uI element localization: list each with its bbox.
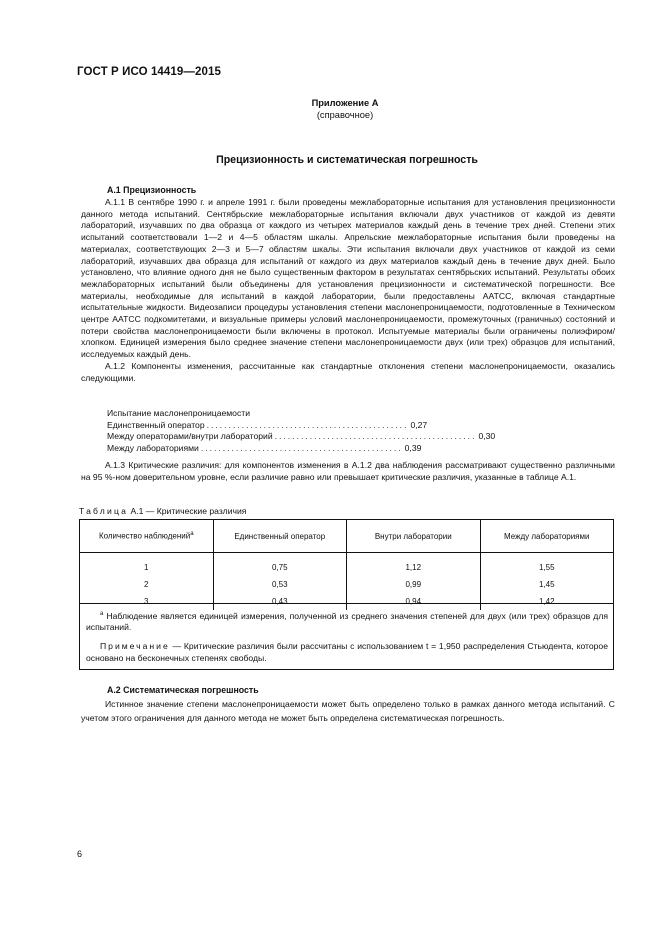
table-cell: 1,42	[480, 593, 614, 610]
table-notes	[79, 603, 614, 670]
list-item-value: 0,39	[404, 442, 422, 453]
table-caption-text: А.1 — Критические различия	[130, 506, 247, 516]
list-title: Испытание маслонепроницаемости	[107, 408, 250, 418]
paragraph-a1-1: А.1.1 В сентябре 1990 г. и апреле 1991 г. были проведены межлабораторные испытания для установления прецизионности данного метода испытаний. Сентябрьские межлабораторные испытания включали двух участников от каждой из девяти лабораторий, изучавших по два образца от каждого из четырех материалов каждый день в течение трех дней. Степени этих испытаний соответствовали 1—2 и 4—5 областям шкалы. Апрельские межлабораторные испытания были проведены на материалах, соответствующих 2—3 и 5—7 областям шкалы. Эти испытания включали двух участников от каждой из семи лабораторий, изучавших два образца для испытаний от каждого из двух материалов каждый день в течение двух дней. Было установлено, что влияние одного дня не было существенным фактором в результатах сентябрьских испытаний. Результаты обоих межлабораторных испытаний были объединены для установления прецизионности и систематической погрешности. Все материалы, необходимые для испытаний в каждой лаборатории, были предоставлены AATCC, включая стандартные испытательные жидкости. Видеозаписи процедуры установления степени маслонепроницаемости, подготовленные в Техническом центре AATCC подкомитетами, и визуальные примеры условий маслонепроницаемости, промежуточных (граничных) состояний и потери свойства маслонепроницаемости были включены в протокол. Испытуемые материалы были ограничены полиэфиром/хлопком. Единицей измерения было среднее значение степени маслонепроницаемости двух (или трех) образцов для испытаний, исследуемых каждый день.	[81, 197, 615, 360]
annex-heading: Прецизионность и систематическая погрешность	[216, 154, 478, 166]
list-item-label: Единственный оператор	[107, 419, 205, 430]
list-item-label: Между лабораториями	[107, 442, 199, 453]
footnote-marker: a	[100, 611, 104, 617]
table-caption-label: Таблица	[79, 506, 129, 516]
table-cell: 1,12	[347, 553, 481, 577]
table-caption	[79, 506, 246, 516]
paragraph-a2-1: Истинное значение степени маслонепроницаемости может быть определено только в рамках данного метода испытаний. С учетом этого ограничения для данного метода не может быть определена систематическая погрешность.	[81, 699, 615, 723]
table-cell: 2	[80, 576, 214, 593]
table-note	[86, 641, 608, 664]
table-header-row	[80, 520, 614, 553]
note-label: Примечание	[100, 641, 170, 651]
table-cell: 3	[80, 593, 214, 610]
table-cell: 0,99	[347, 576, 481, 593]
table-cell: 0,43	[213, 593, 347, 610]
document-header: ГОСТ Р ИСО 14419—2015	[77, 66, 222, 78]
section-a1-body	[81, 197, 615, 384]
footnote-text: Наблюдение является единицей измерения, полученной из среднего значения степеней для двух (или трех) образцов для испытаний.	[86, 610, 608, 633]
section-a2-heading: А.2 Систематическая погрешность	[107, 685, 259, 695]
table-footnote	[86, 609, 608, 634]
table-cell: 1	[80, 553, 214, 577]
dot-leader: ..............................................	[274, 431, 477, 441]
list-item-value: 0,27	[410, 419, 428, 430]
section-a1-heading: А.1 Прецизионность	[107, 185, 197, 195]
table-cell: 0,53	[213, 576, 347, 593]
note-text: — Критические различия были рассчитаны с использованием t = 1,950 распределения Стьюдента, которое основано на бесконечных степенях свободы.	[86, 641, 608, 663]
annex-note: (справочное)	[316, 110, 374, 120]
table-row	[80, 553, 614, 577]
section-a2-body	[81, 698, 615, 725]
footnote-marker: a	[190, 531, 194, 538]
page-number: 6	[77, 849, 83, 859]
paragraph-a1-3: А.1.3 Критические различия: для компонентов изменения в А.1.2 два наблюдения рассматривают существенно различными на 95 %-ном доверительном уровне, если различие равно или превышает критические различия, указанные в таблице А.1.	[81, 460, 615, 482]
table-row	[80, 576, 614, 593]
table-cell: 0,94	[347, 593, 481, 610]
annex-title: Приложение А	[311, 98, 379, 108]
table-cell: 0,75	[213, 553, 347, 577]
section-a1-body-2	[81, 460, 615, 483]
critical-differences-table	[79, 519, 614, 610]
list-item-label: Между операторами/внутри лабораторий	[107, 431, 273, 441]
list-item	[107, 442, 422, 455]
table-header-cell: Количество наблюдений$^a$	[80, 520, 214, 553]
table-cell: 1,55	[480, 553, 614, 577]
list-item-value: 0,30	[478, 431, 496, 441]
table-header-cell: Между лабораториями	[480, 520, 614, 553]
list-item	[107, 431, 496, 443]
dot-leader: ..............................................	[206, 419, 409, 430]
list-item	[107, 419, 428, 432]
paragraph-a1-2: А.1.2 Компоненты изменения, рассчитанные как стандартные отклонения степени маслонепроницаемости, оказались следующими.	[81, 360, 615, 383]
table-header-cell: Внутри лаборатории	[347, 520, 481, 553]
deviation-list	[107, 408, 496, 454]
table-header-cell: Единственный оператор	[213, 520, 347, 553]
dot-leader: ..............................................	[200, 442, 403, 453]
table-cell: 1,45	[480, 576, 614, 593]
